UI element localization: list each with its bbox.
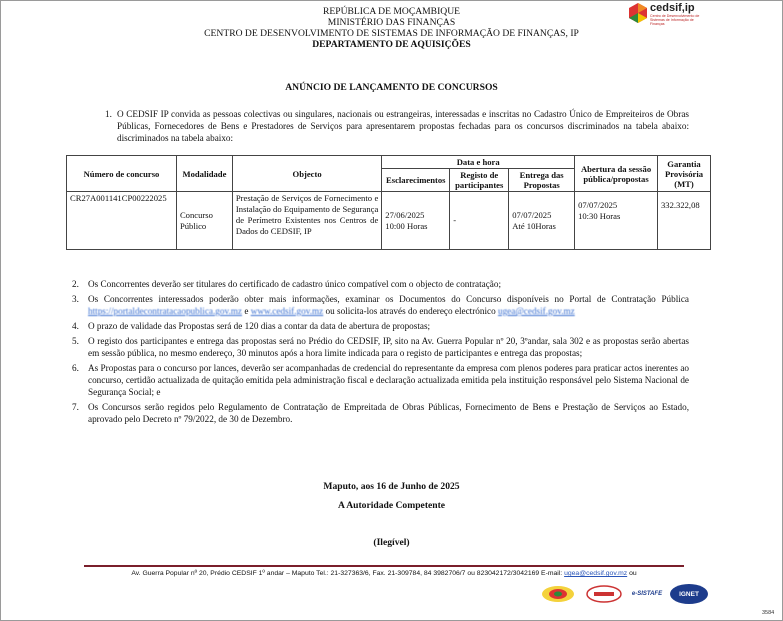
cell-entrega [509,192,575,250]
footer-address-text: Av. Guerra Popular nº 20, Prédio CEDSIF 1º andar – Maputo Tel.: 21-327363/6, Fax. 21-309784, 84 3982706/7 ou 823042172/3042169 E-mail: [131,570,563,577]
place-date: Maputo, aos 16 de Junho de 2025 [323,481,460,492]
item-number: 7. [72,402,79,412]
header-esclarecimentos: Esclarecimentos [382,169,450,192]
header-entrega: Entrega das Propostas [509,169,575,192]
page-code: 3584 [762,610,775,616]
document-header [0,6,783,50]
entrega-date: 07/07/2025 [512,209,552,220]
partner-logo-icon [585,584,623,604]
cell-registo: - [450,192,509,250]
item-number: 3. [72,294,79,304]
header-ministry: MINISTÉRIO DAS FINANÇAS [327,17,456,28]
item-text: e [244,306,249,316]
portal-link[interactable]: https://portaldecontratacaopublica.gov.mz [88,306,243,316]
item-number: 1. [105,109,112,119]
footer-email-link[interactable]: ugea@cedsif.gov.mz [564,570,628,577]
list-item [72,278,689,290]
item-text: O registo dos participantes e entrega das propostas será no Prédio do CEDSIF, IP, sito na Av. Guerra Popular nº 20, 3ºandar, sala 302 e as propostas serão abertas em sessão pública, no mesmo endereço, 30 minutos após a hora limite indicada para o registo de participantes e entrega das propostas; [88,336,689,358]
list-item [72,362,689,398]
tender-table [66,155,711,250]
cell-numero: CR27A001141CP00222025 [67,192,177,250]
entrega-time: Até 10Horas [512,220,556,231]
item-text: As Propostas para o concurso por lances, deverão ser acompanhadas de credencial do representante da empresa com plenos poderes para praticar actos inerentes ao concurso, certidão actualizada de quitação emitida pela administração fiscal e declaração actualizada emitida pela instituição responsável pelo Sistema Nacional de Segurança Social; e [88,363,689,397]
header-modalidade: Modalidade [176,156,232,192]
header-numero: Número de concurso [67,156,177,192]
emblem-logo-icon [540,584,576,604]
esclarecimentos-date: 27/06/2025 [385,209,425,220]
conditions-list [72,278,689,428]
esistafe-logo: e-SISTAFE [631,591,663,597]
list-item [72,293,689,317]
item-text: O prazo de validade das Propostas será de 120 dias a contar da data de abertura de propostas; [88,321,431,331]
abertura-date: 07/07/2025 [578,200,618,210]
header-garantia: Garantia Provisória (MT) [658,156,711,192]
footer-divider [84,565,684,567]
item-number: 6. [72,363,79,373]
item-number: 2. [72,279,79,289]
header-department: DEPARTAMENTO DE AQUISIÇÕES [312,39,471,50]
header-centre: CENTRO DE DESENVOLVIMENTO DE SISTEMAS DE INFORMAÇÃO DE FINANÇAS, IP [204,28,579,39]
logo-text: cedsif,ip [650,2,695,14]
item-text: ou solicita-los através do endereço electrónico [325,306,496,316]
item-text: Os Concorrentes interessados poderão obter mais informações, examinar os Documentos do Concurso disponíveis no Portal de Contratação Pública [88,294,689,304]
header-data-hora: Data e hora [382,156,575,169]
illegible-signature: (Ilegível) [373,537,410,548]
header-registo: Registo de participantes [450,169,509,192]
item-text: Os Concursos serão regidos pelo Regulamento de Contratação de Empreitada de Obras Públicas, Fornecimento de Bens e Prestação de Serviços ao Estado, aprovado pelo Decreto nº 79/2022, de 30 de Dezembro. [88,402,689,424]
header-republic: REPÚBLICA DE MOÇAMBIQUE [323,6,460,17]
list-item [72,320,689,332]
logo-subtitle: Centro de Desenvolvimento de Sistemas de Informação de Finanças [650,14,700,26]
abertura-time: 10:30 Horas [578,211,621,221]
announcement-title: ANÚNCIO DE LANÇAMENTO DE CONCURSOS [285,82,498,93]
header-abertura: Abertura da sessão pública/propostas [575,156,658,192]
paragraph-1-text: O CEDSIF IP convida as pessoas colectivas ou singulares, nacionais ou estrangeiras, interessadas e inscritas no Cadastro Único de Empreiteiros de Obras Públicas, Fornecedores de Bens e Prestadores de Serviços para apresentarem propostas fechadas para os concursos discriminados na tabela abaixo: discriminados na tabela abaixo: [117,109,689,143]
email-link[interactable]: ugea@cedsif.gov.mz [497,306,575,316]
esclarecimentos-time: 10:00 Horas [385,220,428,231]
ignet-logo: IGNET [670,584,708,604]
cell-modalidade: Concurso Público [176,192,232,250]
website-link[interactable]: www.cedsif.gov.mz [250,306,324,316]
item-number: 5. [72,336,79,346]
paragraph-1 [105,108,689,144]
cell-objecto: Prestação de Serviços de Fornecimento e Instalação do Equipamento de Segurança de Perímetro Existentes nos Centros de Dados do CEDSIF, IP [232,192,381,250]
authority-label: A Autoridade Competente [337,500,446,511]
table-row [67,192,711,250]
item-text: Os Concorrentes deverão ser titulares do certificado de cadastro único compatível com o objecto de contratação; [88,279,502,289]
item-number: 4. [72,321,79,331]
header-objecto: Objecto [232,156,381,192]
cell-abertura [575,192,658,250]
cell-garantia: 332.322,08 [658,192,711,250]
footer-address [84,570,684,577]
footer-suffix: ou [629,570,637,577]
list-item [72,401,689,425]
list-item [72,335,689,359]
cell-esclarecimentos [382,192,450,250]
